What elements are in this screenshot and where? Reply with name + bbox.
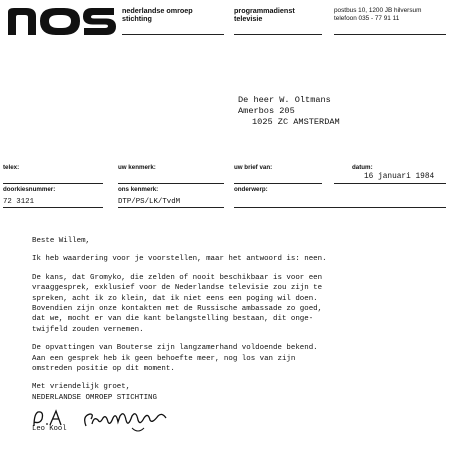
- uw-kenmerk-rule: [118, 183, 224, 184]
- doorkiesnummer-label: doorkiesnummer:: [3, 186, 56, 193]
- letter-body: [32, 236, 446, 403]
- uw-kenmerk-label: uw kenmerk:: [118, 164, 156, 171]
- recipient-city: 1025 ZC AMSTERDAM: [252, 117, 340, 127]
- telex-label: telex:: [3, 164, 20, 171]
- datum-rule: [334, 183, 446, 184]
- nos-logo: [6, 6, 118, 36]
- contact-rule: [334, 34, 446, 35]
- org-name-line1: nederlandse omroep: [122, 6, 193, 15]
- uw-brief-van-rule: [234, 183, 322, 184]
- contact-address: postbus 10, 1200 JB hilversum: [334, 7, 422, 14]
- org-rule: [122, 34, 224, 35]
- uw-brief-van-label: uw brief van:: [234, 164, 273, 171]
- onderwerp-rule: [234, 207, 446, 208]
- closing-line1: Met vriendelijk groet,: [32, 383, 131, 392]
- paragraph-3: De opvattingen van Bouterse zijn langzamerhand voldoende bekend. Aan een gesprek heb ik geen behoefte meer, nog los van zijn omstreden positie op dit moment.: [32, 344, 318, 374]
- recipient-street: Amerbos 205: [238, 106, 295, 116]
- closing-line2: NEDERLANDSE OMROEP STICHTING: [32, 393, 157, 402]
- onderwerp-label: onderwerp:: [234, 186, 268, 193]
- paragraph-1: Ik heb waardering voor je voorstellen, maar het antwoord is: neen.: [32, 255, 327, 264]
- ons-kenmerk-rule: [118, 207, 224, 208]
- department-rule: [234, 34, 322, 35]
- ons-kenmerk-value: DTP/PS/LK/TvdM: [118, 198, 181, 206]
- handwritten-signature: [28, 402, 188, 440]
- department-line1: programmadienst: [234, 6, 295, 15]
- datum-value: 16 januari 1984: [364, 173, 435, 181]
- salutation: Beste Willem,: [32, 237, 91, 245]
- org-name-line2: stichting: [122, 14, 152, 23]
- signer-name: Leo Kool: [32, 425, 67, 433]
- recipient-name: De heer W. Oltmans: [238, 95, 331, 105]
- datum-label: datum:: [352, 164, 373, 171]
- doorkiesnummer-value: 72 3121: [3, 198, 35, 206]
- ons-kenmerk-label: ons kenmerk:: [118, 186, 159, 193]
- department-line2: televisie: [234, 14, 263, 23]
- doorkiesnummer-rule: [3, 207, 103, 208]
- contact-phone: telefoon 035 - 77 91 11: [334, 15, 400, 22]
- paragraph-2: De kans, dat Gromyko, die zelden of nooit beschikbaar is voor een vraaggesprek, exklusief voor de Nederlandse televisie zou zijn te spreken, acht ik zo klein, dat ik niet eens een poging wil doen. Bovendien zijn onze kontakten met de Russische ambassade zo goed, dat we, mocht er van die kant belangstelling bestaan, dit onge- twijfeld zouden vernemen.: [32, 273, 323, 334]
- telex-rule: [3, 183, 103, 184]
